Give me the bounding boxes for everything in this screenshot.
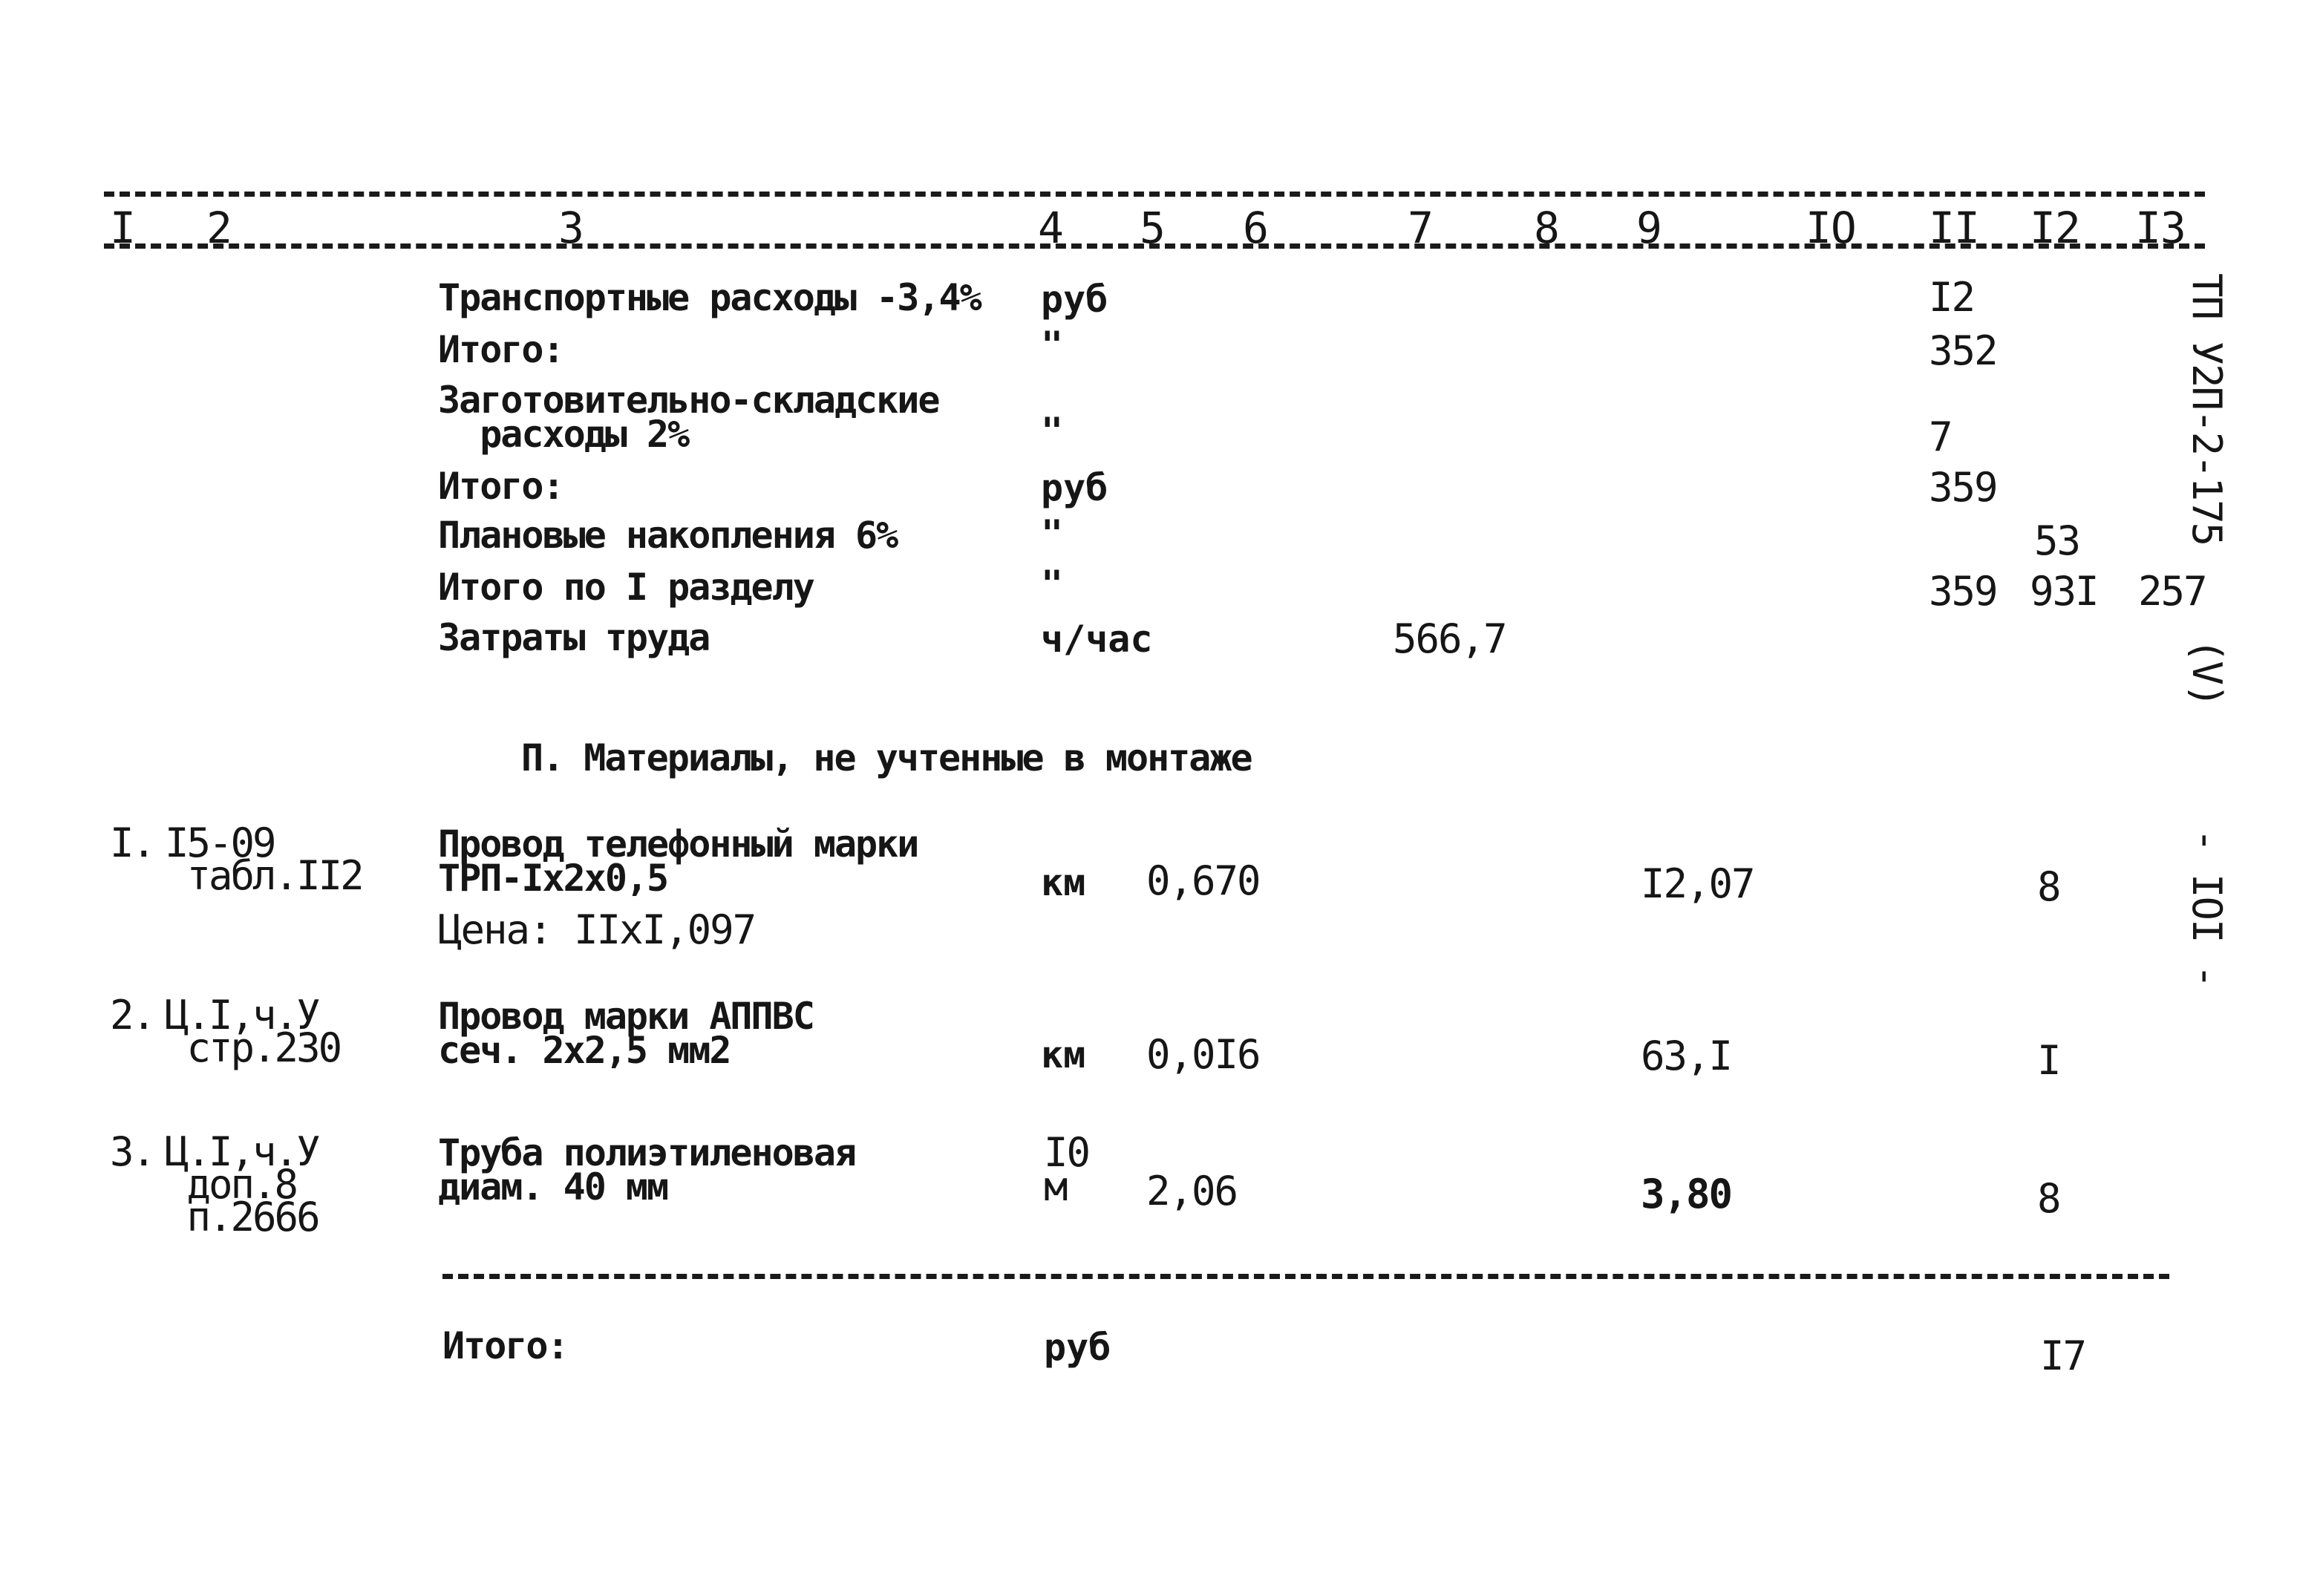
row-unit: " [1041,512,1064,555]
col-header-8: 8 [1534,203,1559,253]
footer-total: I7 [2040,1332,2086,1379]
col-header-9: 9 [1636,203,1662,253]
item-number: 2. [110,992,154,1039]
row-unit: " [1041,563,1064,606]
row-unit: " [1041,410,1064,453]
footer-rule [442,1274,2169,1279]
header-top-rule [104,192,2205,197]
col-header-3: 3 [558,203,584,253]
item-number: 3. [110,1128,154,1175]
row-unit: руб [1041,466,1108,509]
row-col11: 359 [1929,464,1997,511]
item-norm-code: Ц.I,ч.У стр.230 [165,992,341,1071]
row-description: Итого: [438,465,563,508]
row-col11: 7 [1929,413,1952,460]
item-unit-price: 3,80 [1641,1171,1732,1217]
col-header-6: 6 [1243,203,1268,253]
col-header-7: 7 [1408,203,1433,253]
row-col11: 359 [1929,568,1997,615]
section-title: П. Материалы, не учтенные в монтаже [521,736,1252,779]
row-col11: I2 [1929,274,1975,321]
row-unit: ч/час [1041,618,1153,661]
item-unit: I0 м [1044,1129,1090,1210]
footer-label: Итого: [442,1324,568,1367]
col-header-5: 5 [1140,203,1165,253]
row-col13: 257 [2138,568,2206,615]
col-header-4: 4 [1038,203,1063,253]
col-header-12: I2 [2030,203,2080,253]
row-col12: 53 [2034,517,2080,564]
document-code: ТП У2П-2-175 [2183,273,2230,546]
row-description: Затраты труда [438,616,710,659]
row-unit: руб [1041,278,1108,321]
row-col7: 566,7 [1393,615,1506,662]
col-header-10: IO [1806,203,1856,253]
col-header-2: 2 [206,203,232,253]
item-total: 8 [2037,863,2060,910]
item-unit-price: 63,I [1641,1033,1732,1079]
page-number: - IOI - [2183,828,2230,987]
item-quantity: 2,06 [1146,1168,1238,1214]
row-col12: 93I [2030,568,2098,615]
item-unit: км [1041,861,1086,904]
row-description: Плановые накопления 6% [438,514,898,557]
row-description: Итого: [438,328,563,371]
sheet-label: (V) [2183,638,2230,707]
item-description: Труба полиэтиленовая диам. 40 мм [438,1131,856,1209]
item-description: Провод марки АППВС сеч. 2х2,5 мм2 [438,995,814,1072]
item-total: I [2037,1037,2060,1084]
row-description: Транспортные расходы -3,4% [438,276,981,319]
row-description: Итого по I разделу [438,566,814,609]
item-description: Провод телефонный марки ТРП-Iх2х0,5 [438,822,918,900]
item-norm-code: Ц.I,ч.У доп.8 п.2666 [165,1128,318,1240]
row-description: Заготовительно-складские расходы 2% [438,379,939,456]
item-quantity: 0,670 [1146,857,1260,904]
footer-unit: руб [1044,1326,1111,1369]
item-number: I. [110,820,154,866]
item-norm-code: I5-09 табл.II2 [165,820,362,899]
item-unit: км [1041,1033,1086,1076]
item-quantity: 0,0I6 [1146,1031,1260,1078]
item-unit-price: I2,07 [1641,860,1754,907]
item-total: 8 [2037,1175,2060,1222]
col-header-1: I [110,203,135,253]
row-col11: 352 [1929,327,1997,374]
item-price-note: Цена: IIхI,097 [438,906,756,953]
col-header-11: II [1929,203,1979,253]
col-header-13: I3 [2135,203,2186,253]
row-unit: " [1041,324,1064,367]
